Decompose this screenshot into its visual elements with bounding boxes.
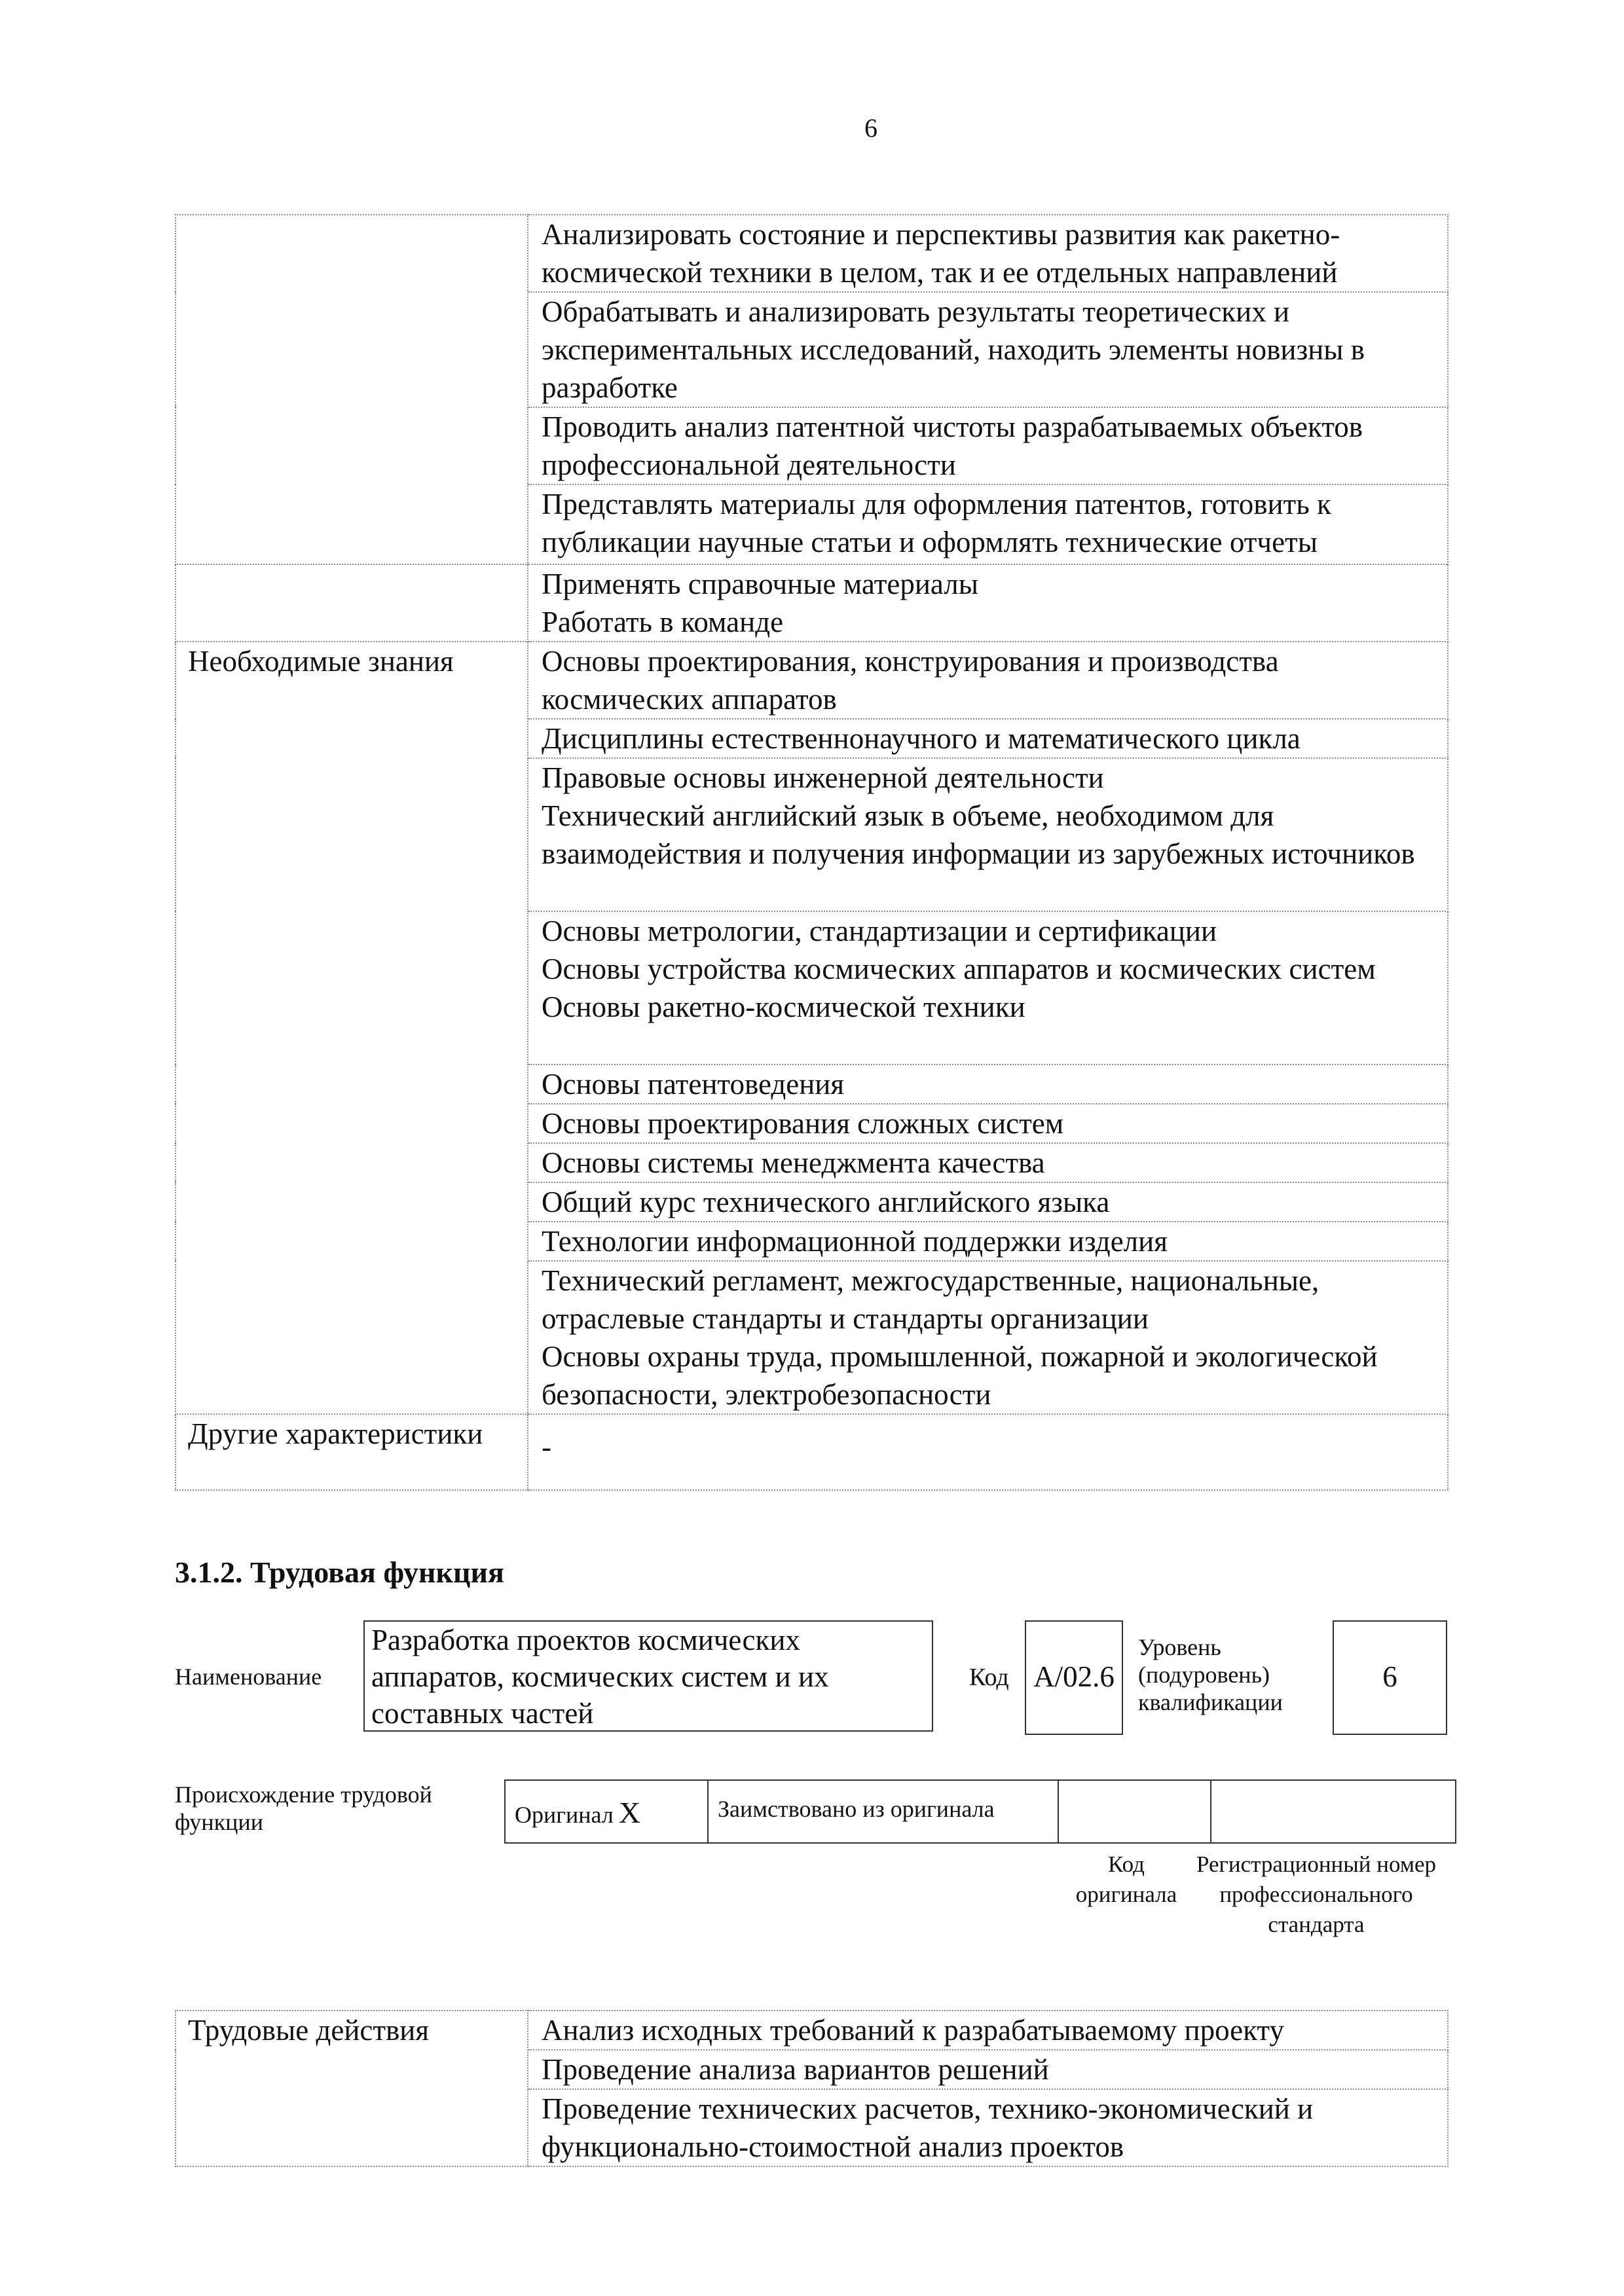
name-value: Разработка проектов космических аппаратов, космических систем и их составных частей: [363, 1620, 933, 1732]
action-item: Проведение анализа вариантов решений: [528, 2050, 1448, 2089]
knowledge-item: Основы проектирования, конструирования и производства космических аппаратов: [528, 642, 1448, 719]
skill-item: Проводить анализ патентной чистоты разрабатываемых объектов профессиональной деятельности: [528, 407, 1448, 484]
table-row: [175, 215, 1448, 292]
level-label: [1138, 1633, 1283, 1716]
knowledge-item: [528, 1261, 1448, 1414]
origin-mark: X: [618, 1796, 641, 1829]
level-label-line: (подуровень): [1138, 1662, 1270, 1688]
code-value: А/02.6: [1025, 1620, 1123, 1735]
skill-item: Обрабатывать и анализировать результаты теоретических и экспериментальных исследований, находить элементы новизны в разработке: [528, 292, 1448, 407]
knowledge-item: Дисциплины естественнонаучного и математического цикла: [528, 719, 1448, 758]
knowledge-item: Основы системы менеджмента качества: [528, 1143, 1448, 1182]
other-label: Другие характеристики: [175, 1414, 528, 1490]
skills-knowledge-table: [175, 214, 1449, 1491]
skills-label-cell: [175, 215, 528, 564]
table-row: [175, 1414, 1448, 1490]
table-row: [175, 2011, 1448, 2050]
caption-reg: Регистрационный номер профессионального стандарта: [1196, 1851, 1437, 1937]
skill-line: Работать в команде: [542, 606, 784, 638]
code-label: Код: [969, 1664, 1009, 1691]
action-item: Анализ исходных требований к разрабатываемому проекту: [528, 2011, 1448, 2050]
skills-label-cell: [175, 564, 528, 642]
origin-code-cell: [1059, 1781, 1211, 1842]
page-number: 6: [864, 113, 877, 143]
origin-borrowed-cell: Заимствовано из оригинала: [709, 1781, 1059, 1842]
skill-item: Представлять материалы для оформления патентов, готовить к публикации научные статьи и оформлять технические отчеты: [528, 484, 1448, 564]
knowledge-item: Основы патентоведения: [528, 1065, 1448, 1104]
knowledge-item: Общий курс технического английского языка: [528, 1182, 1448, 1222]
name-label: Наименование: [175, 1664, 322, 1690]
action-item: Проведение технических расчетов, технико-экономический и функционально-стоимостной анализ проектов: [528, 2089, 1448, 2166]
knowledge-line: Основы ракетно-космической техники: [542, 991, 1025, 1023]
section-title: 3.1.2. Трудовая функция: [175, 1556, 504, 1589]
level-label-line: Уровень: [1138, 1634, 1221, 1660]
actions-table: [175, 2010, 1449, 2167]
table-row: [175, 564, 1448, 642]
level-value: 6: [1333, 1620, 1447, 1735]
origin-reg-cell: [1211, 1781, 1455, 1842]
origin-label: Происхождение трудовой функции: [175, 1781, 432, 1835]
skill-item: [528, 564, 1448, 642]
knowledge-line: Правовые основы инженерной деятельности: [542, 761, 1104, 794]
level-label-line: квалификации: [1138, 1689, 1283, 1715]
skill-line: Применять справочные материалы: [542, 568, 978, 600]
skill-item: Анализировать состояние и перспективы развития как ракетно-космической техники в целом, так и ее отдельных направлений: [528, 215, 1448, 292]
knowledge-line: Технический регламент, межгосударственные, национальные, отраслевые стандарты и стандарты организации: [542, 1264, 1320, 1335]
knowledge-item: [528, 758, 1448, 911]
knowledge-line: Технический английский язык в объеме, необходимом для взаимодействия и получения информации из зарубежных источников: [542, 799, 1415, 870]
knowledge-line: Основы охраны труда, промышленной, пожарной и экологической безопасности, электробезопасности: [542, 1340, 1378, 1411]
caption-code: Код оригинала: [1075, 1851, 1177, 1907]
table-row: [175, 642, 1448, 719]
knowledge-line: Основы устройства космических аппаратов и космических систем: [542, 953, 1376, 985]
origin-original-cell: [506, 1781, 709, 1842]
knowledge-item: [528, 911, 1448, 1065]
origin-original-label: Оригинал: [515, 1802, 614, 1828]
knowledge-item: Основы проектирования сложных систем: [528, 1104, 1448, 1143]
actions-label: Трудовые действия: [175, 2011, 528, 2166]
knowledge-item: Технологии информационной поддержки изделия: [528, 1222, 1448, 1261]
other-value: -: [528, 1414, 1448, 1490]
knowledge-line: Основы метрологии, стандартизации и сертификации: [542, 915, 1217, 947]
knowledge-label: Необходимые знания: [175, 642, 528, 1414]
origin-row: [504, 1779, 1456, 1844]
